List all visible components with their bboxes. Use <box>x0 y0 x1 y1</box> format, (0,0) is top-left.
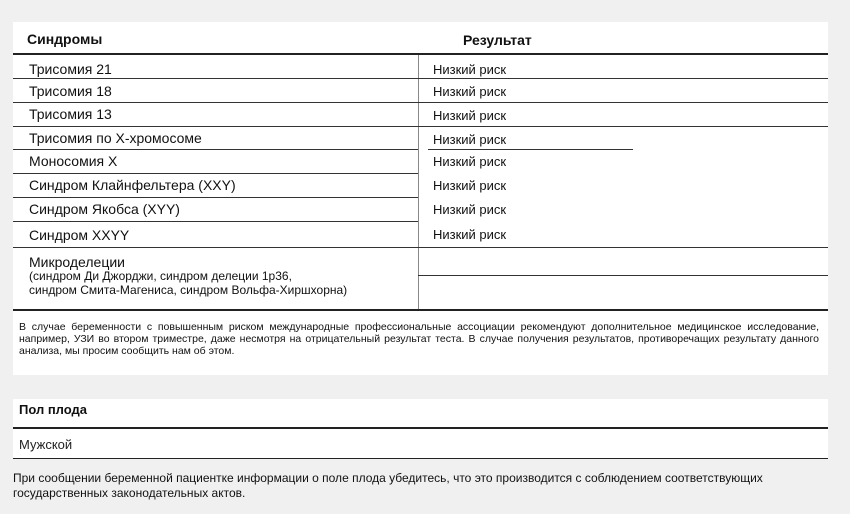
result-value: Низкий риск <box>433 154 507 169</box>
section-bottom-border <box>13 458 828 459</box>
syndrome-name: Трисомия 21 <box>29 61 112 77</box>
row-divider <box>13 247 828 248</box>
syndrome-name: Синдром Якобса (XYY) <box>29 201 180 217</box>
fetal-sex-panel <box>13 399 828 459</box>
table-header <box>13 22 828 55</box>
section-divider <box>13 427 828 429</box>
row-divider <box>428 149 633 150</box>
row-divider <box>13 149 418 150</box>
result-value: Низкий риск <box>433 202 507 217</box>
header-syndromes: Синдромы <box>27 31 103 47</box>
recommendation-note: В случае беременности с повышенным риском международные профессиональные ассоциации рекомендуют дополнительное медицинское исследование, например, УЗИ во втором триместре, даже несмотря на отрицательный результат теста. В случае получения результатов, противоречащих результату данного анализа, мы просим сообщить нам об этом. <box>19 321 819 357</box>
column-divider <box>418 55 419 310</box>
row-divider <box>13 126 828 127</box>
legal-notice: При сообщении беременной пациентке информации о поле плода убедитесь, что это производится с соблюдением соответствующих государственных законодательных актов. <box>13 471 763 500</box>
result-value: Низкий риск <box>433 227 507 242</box>
syndrome-name: Трисомия 18 <box>29 83 112 99</box>
row-divider <box>13 102 828 103</box>
result-value: Низкий риск <box>433 62 507 77</box>
row-divider <box>13 197 418 198</box>
syndrome-name: Трисомия 13 <box>29 106 112 122</box>
row-divider <box>13 221 418 222</box>
microdeletions-title: Микроделеции <box>29 254 125 270</box>
fetal-sex-value: Мужской <box>19 437 73 452</box>
result-value: Низкий риск <box>433 132 507 147</box>
syndrome-name: Синдром Клайнфельтера (XXY) <box>29 177 236 193</box>
syndrome-name: Моносомия Х <box>29 153 118 169</box>
row-divider <box>418 275 828 276</box>
syndromes-panel <box>13 22 828 375</box>
microdeletions-line1: (синдром Ди Джорджи, синдром делеции 1р36, <box>29 269 292 283</box>
fetal-sex-title: Пол плода <box>19 402 88 417</box>
microdeletions-line2: синдром Смита-Магениса, синдром Вольфа-Хиршхорна) <box>29 283 348 297</box>
result-value: Низкий риск <box>433 178 507 193</box>
result-value: Низкий риск <box>433 108 507 123</box>
row-divider <box>13 78 828 79</box>
microdeletions-cell <box>29 255 347 297</box>
syndrome-name: Синдром XXYY <box>29 227 130 243</box>
result-value: Низкий риск <box>433 84 507 99</box>
row-divider <box>13 173 418 174</box>
table-bottom-border <box>13 309 828 311</box>
header-result: Результат <box>463 32 532 48</box>
syndrome-name: Трисомия по Х-хромосоме <box>29 130 202 146</box>
